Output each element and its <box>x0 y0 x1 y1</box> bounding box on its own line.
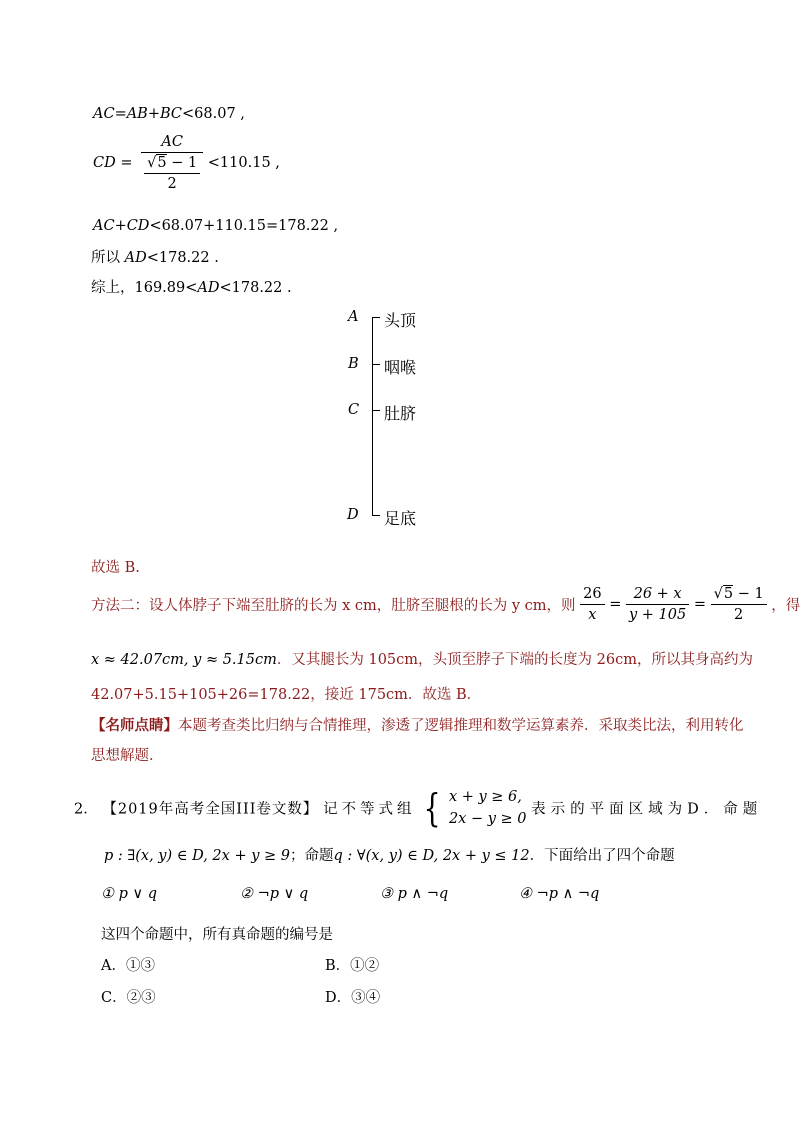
point-c-letter: C <box>348 402 360 418</box>
point-b-label: 咽喉 <box>384 358 417 377</box>
point-a-label: 头顶 <box>384 311 417 330</box>
teacher-comment-line2: 思想解题． <box>91 748 164 764</box>
answer-choice: 故选 B. <box>91 560 140 576</box>
option-a[interactable]: A．①③ <box>101 958 155 974</box>
equation-cd: CD = $\frac{AC}{\frac{√5 - 1}{2}}$ <110.15 , <box>93 134 280 192</box>
question-2-ask: 这四个命题中，所有真命题的编号是 <box>101 927 333 943</box>
question-2-header: 2． 【2019年高考全国III卷文数】 记不等式组 { x + y ≥ 6, 2x − y ≥ 0 表示的平面区域为D．命题 <box>74 786 763 830</box>
proposition-4: ④ ¬p ∧ ¬q <box>519 886 600 902</box>
brace-icon: { <box>423 786 441 830</box>
method-two-line3: 42.07+5.15+105+26=178.22，接近 175cm．故选 B． <box>91 687 482 703</box>
diagram-tick-d <box>372 515 380 516</box>
diagram-tick-b <box>372 364 380 365</box>
fraction-golden-ratio: $\frac{√5 - 1}{2}$ <box>711 586 767 623</box>
cd-fraction: $\frac{AC}{\frac{√5 - 1}{2}}$ <box>141 134 203 192</box>
option-c[interactable]: C．②③ <box>101 990 156 1006</box>
method-two-line1: 方法二：设人体脖子下端至肚脐的长为 x cm，肚脐至腿根的长为 y cm，则 $\frac{26}{x}$ = $\frac{26 + x}{y + 105}$ = $\frac{√5 - 1}{2}$ ，得 <box>91 586 800 623</box>
fraction-26x-over-y105: $\frac{26 + x}{y + 105}$ <box>626 586 689 623</box>
inequality-system: x + y ≥ 6, 2x − y ≥ 0 <box>448 789 527 827</box>
point-c-label: 肚脐 <box>384 404 417 423</box>
method-two-line2: x ≈ 42.07cm, y ≈ 5.15cm．又其腿长为 105cm，头顶至脖子下端的长度为 26cm，所以其身高约为 <box>91 652 753 668</box>
question-2-propositions: p : ∃(x, y) ∈ D, 2x + y ≥ 9；命题q : ∀(x, y) ∈ D, 2x + y ≤ 12．下面给出了四个命题 <box>104 848 675 864</box>
equation-ac-cd: AC+CD<68.07+110.15=178.22 , <box>93 218 339 234</box>
diagram-vertical-line <box>372 317 373 516</box>
option-d[interactable]: D．③④ <box>325 990 381 1006</box>
summary-range: 综上，169.89<AD<178.22 . <box>91 280 292 296</box>
diagram-tick-a <box>372 317 380 318</box>
fraction-26-over-x: $\frac{26}{x}$ <box>580 586 604 623</box>
proposition-1: ① p ∨ q <box>101 886 158 902</box>
point-d-label: 足底 <box>384 509 417 528</box>
point-d-letter: D <box>347 507 359 523</box>
option-b[interactable]: B．①② <box>325 958 380 974</box>
point-a-letter: A <box>348 309 359 325</box>
equation-ac: AC=AB+BC<68.07 , <box>93 106 245 122</box>
proposition-3: ③ p ∧ ¬q <box>380 886 449 902</box>
proposition-2: ② ¬p ∨ q <box>240 886 309 902</box>
conclusion-ad: 所以 AD<178.22 . <box>91 250 219 266</box>
teacher-comment-line1: 【名师点睛】本题考查类比归纳与合情推理，渗透了逻辑推理和数学运算素养．采取类比法，利用转化 <box>91 717 744 734</box>
diagram-tick-c <box>372 410 380 411</box>
point-b-letter: B <box>348 356 359 372</box>
